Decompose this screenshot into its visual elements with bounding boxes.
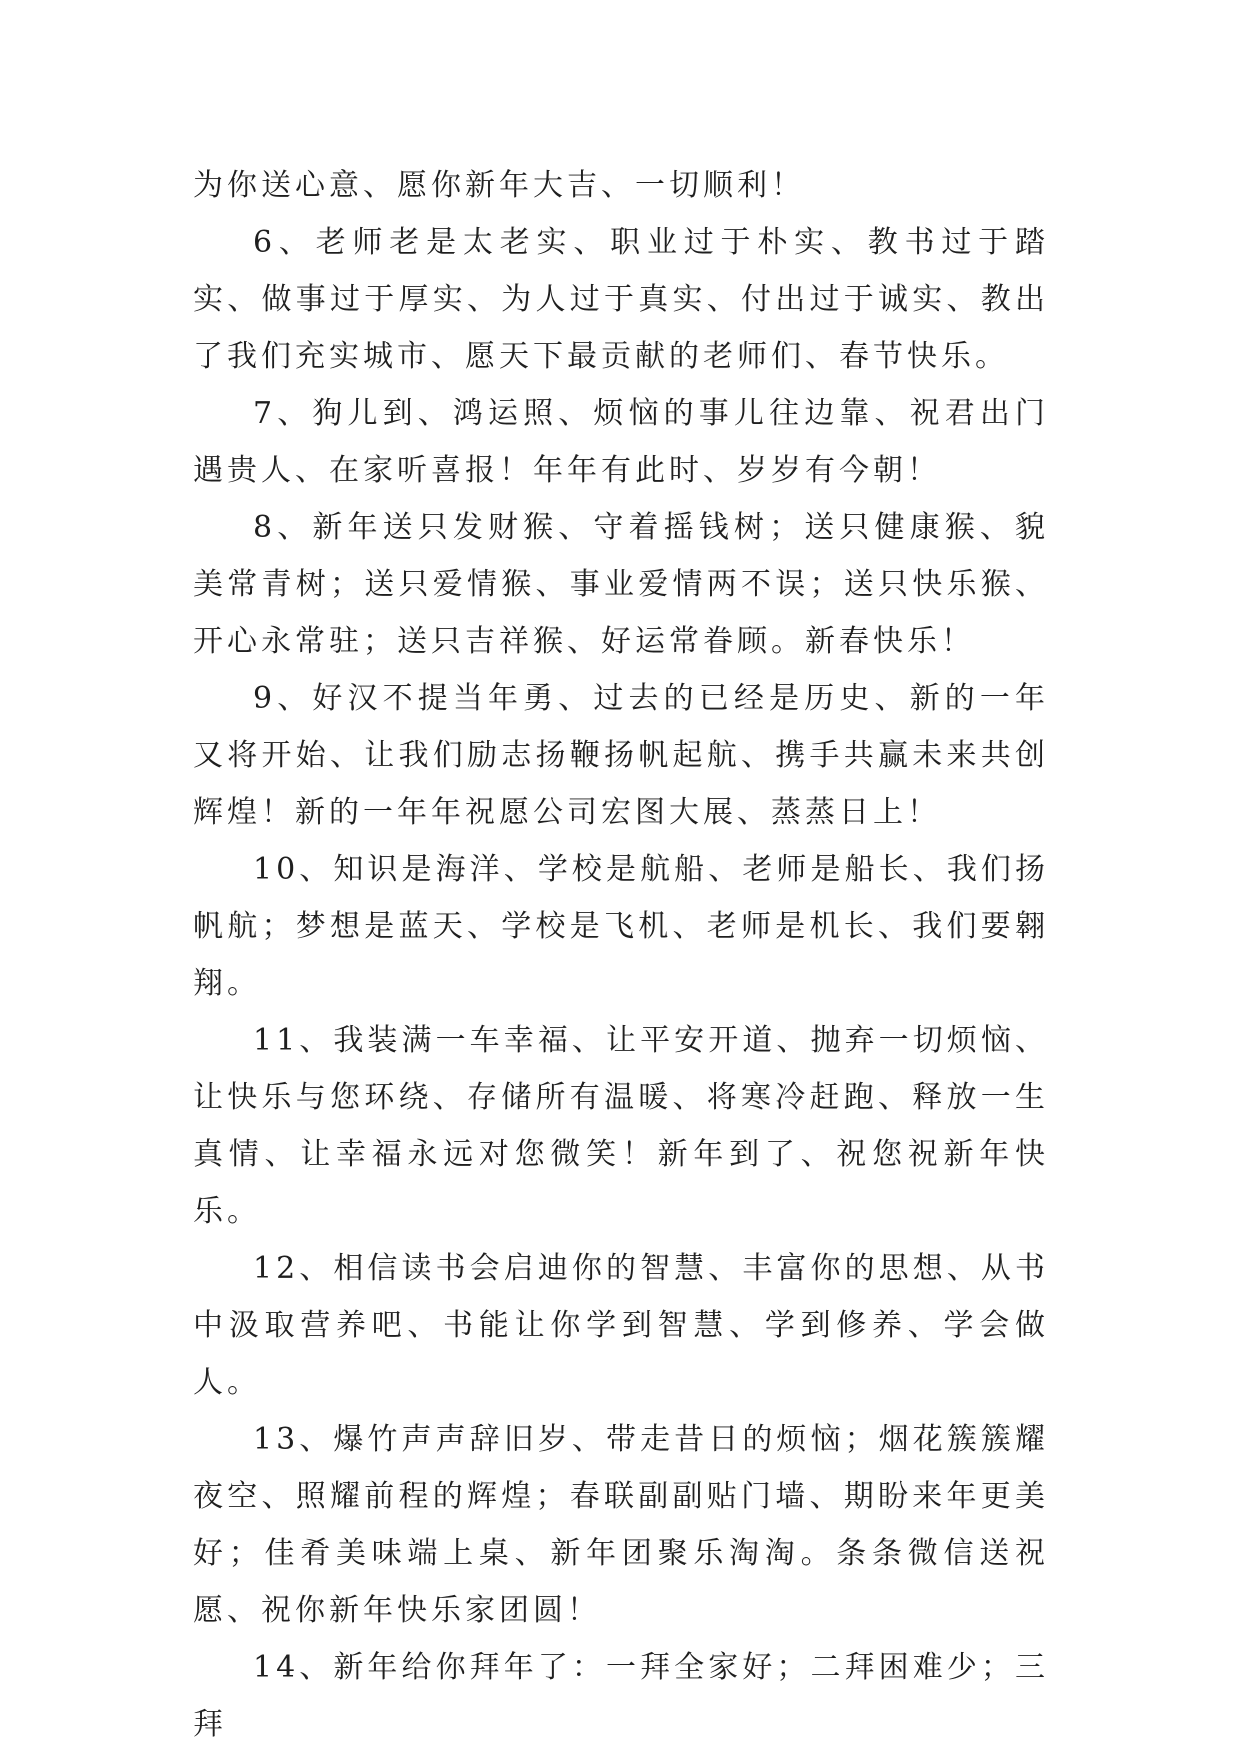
paragraph-item-10: 10、知识是海洋、学校是航船、老师是船长、我们扬帆航；梦想是蓝天、学校是飞机、老师是机长、我们要翱翔。	[193, 852, 1049, 1001]
paragraph-item-8: 8、新年送只发财猴、守着摇钱树；送只健康猴、貌美常青树；送只爱情猴、事业爱情两不误；送只快乐猴、开心永常驻；送只吉祥猴、好运常眷顾。新春快乐！	[193, 510, 1049, 659]
paragraph-item-9: 9、好汉不提当年勇、过去的已经是历史、新的一年又将开始、让我们励志扬鞭扬帆起航、携手共赢未来共创辉煌！新的一年年祝愿公司宏图大展、蒸蒸日上！	[193, 681, 1049, 830]
paragraph-item-7: 7、狗儿到、鸿运照、烦恼的事儿往边靠、祝君出门遇贵人、在家听喜报！年年有此时、岁岁有今朝！	[193, 396, 1049, 488]
paragraph-item-6: 6、老师老是太老实、职业过于朴实、教书过于踏实、做事过于厚实、为人过于真实、付出过于诚实、教出了我们充实城市、愿天下最贡献的老师们、春节快乐。	[193, 225, 1049, 374]
paragraph-item-12: 12、相信读书会启迪你的智慧、丰富你的思想、从书中汲取营养吧、书能让你学到智慧、学到修养、学会做人。	[193, 1251, 1049, 1400]
document-body	[193, 157, 1049, 1753]
paragraph-item-14: 14、新年给你拜年了：一拜全家好；二拜困难少；三拜	[193, 1650, 1049, 1742]
paragraph-item-13: 13、爆竹声声辞旧岁、带走昔日的烦恼；烟花簇簇耀夜空、照耀前程的辉煌；春联副副贴门墙、期盼来年更美好；佳肴美味端上桌、新年团聚乐淘淘。条条微信送祝愿、祝你新年快乐家团圆！	[193, 1422, 1049, 1628]
paragraph-continuation: 为你送心意、愿你新年大吉、一切顺利！	[193, 168, 805, 203]
paragraph-item-11: 11、我装满一车幸福、让平安开道、抛弃一切烦恼、让快乐与您环绕、存储所有温暖、将寒冷赶跑、释放一生真情、让幸福永远对您微笑！新年到了、祝您祝新年快乐。	[193, 1023, 1049, 1229]
